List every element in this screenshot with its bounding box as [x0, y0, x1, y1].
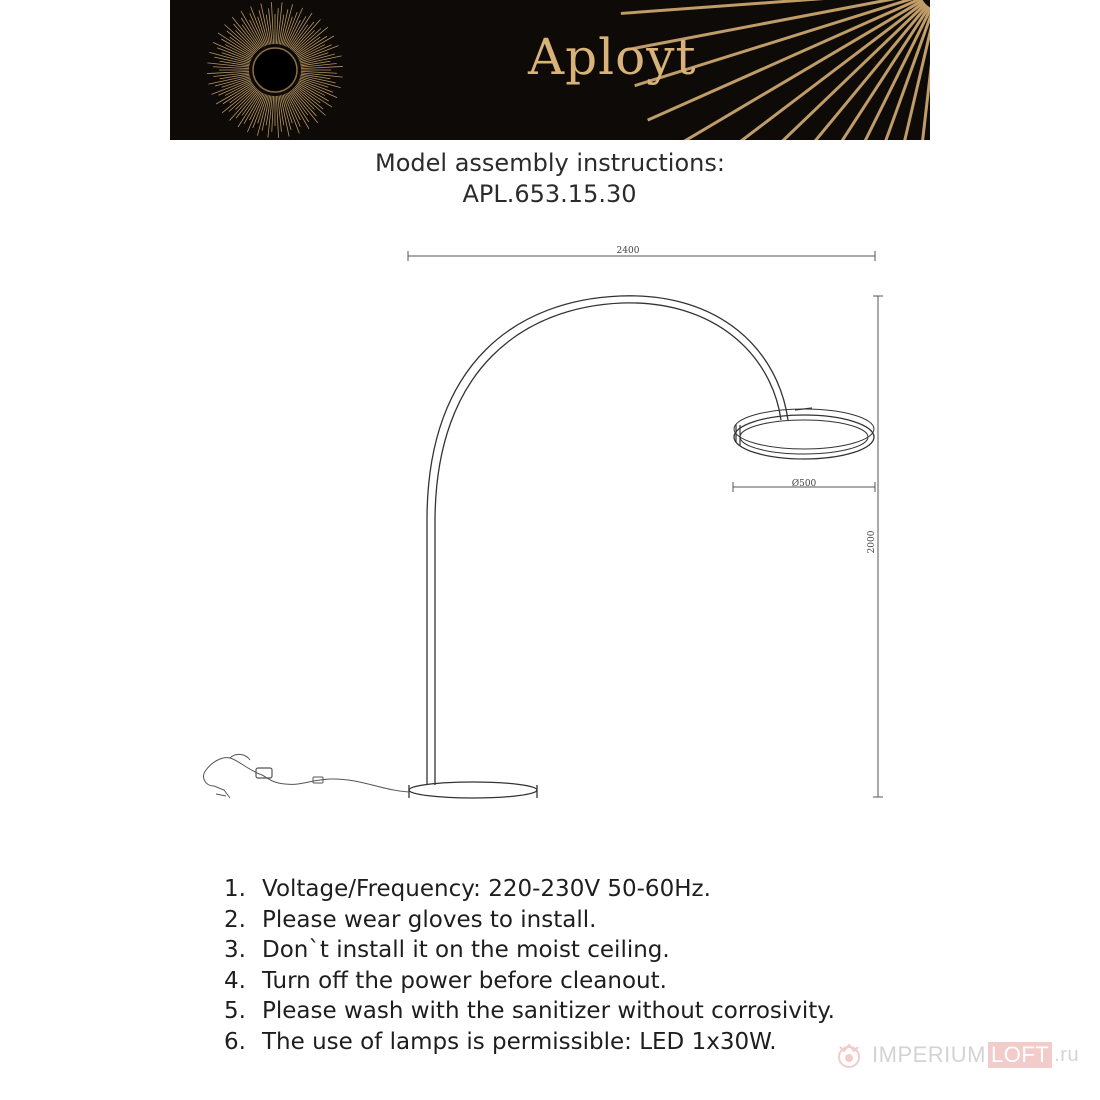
item-text: Don`t install it on the moist ceiling.	[262, 937, 670, 963]
title-line: Model assembly instructions:	[375, 149, 725, 177]
width-dimension	[408, 251, 875, 261]
item-text: Please wear gloves to install.	[262, 906, 597, 933]
item-text: The use of lamps is permissible: LED 1x30W.	[262, 1028, 777, 1055]
height-label: 2000	[867, 530, 877, 554]
watermark-part: IMPERIUM	[872, 1042, 986, 1067]
crown-lion-icon	[832, 1041, 866, 1069]
item-text: Voltage/Frequency: 220-230V 50-60Hz.	[262, 876, 711, 902]
item-number: 1.	[224, 876, 246, 902]
item-number: 5.	[224, 998, 246, 1024]
model-number: APL.653.15.30	[462, 180, 637, 208]
list-item	[224, 966, 835, 997]
list-item	[224, 935, 835, 966]
brand-name: Aployt	[528, 28, 697, 86]
width-label: 2400	[616, 246, 640, 256]
list-item	[224, 1027, 835, 1058]
diameter-label: Ø500	[791, 479, 817, 489]
item-number: 6.	[224, 1028, 246, 1055]
item-number: 4.	[224, 967, 246, 994]
lamp-base	[409, 782, 537, 798]
list-item	[224, 874, 835, 905]
watermark-part: LOFT	[988, 1042, 1052, 1068]
imperiumloft-watermark	[832, 1040, 1079, 1070]
watermark-part: .ru	[1054, 1043, 1080, 1066]
list-item	[224, 996, 835, 1027]
item-number: 2.	[224, 906, 246, 933]
item-text: Please wash with the sanitizer without corrosivity.	[262, 998, 835, 1024]
item-text: Turn off the power before cleanout.	[262, 967, 667, 994]
item-number: 3.	[224, 937, 246, 963]
power-cable-plug	[204, 754, 409, 798]
instruction-list	[224, 874, 835, 1057]
lamp-arc-pole	[427, 296, 788, 785]
list-item	[224, 905, 835, 936]
lamp-ring-head	[734, 408, 874, 459]
